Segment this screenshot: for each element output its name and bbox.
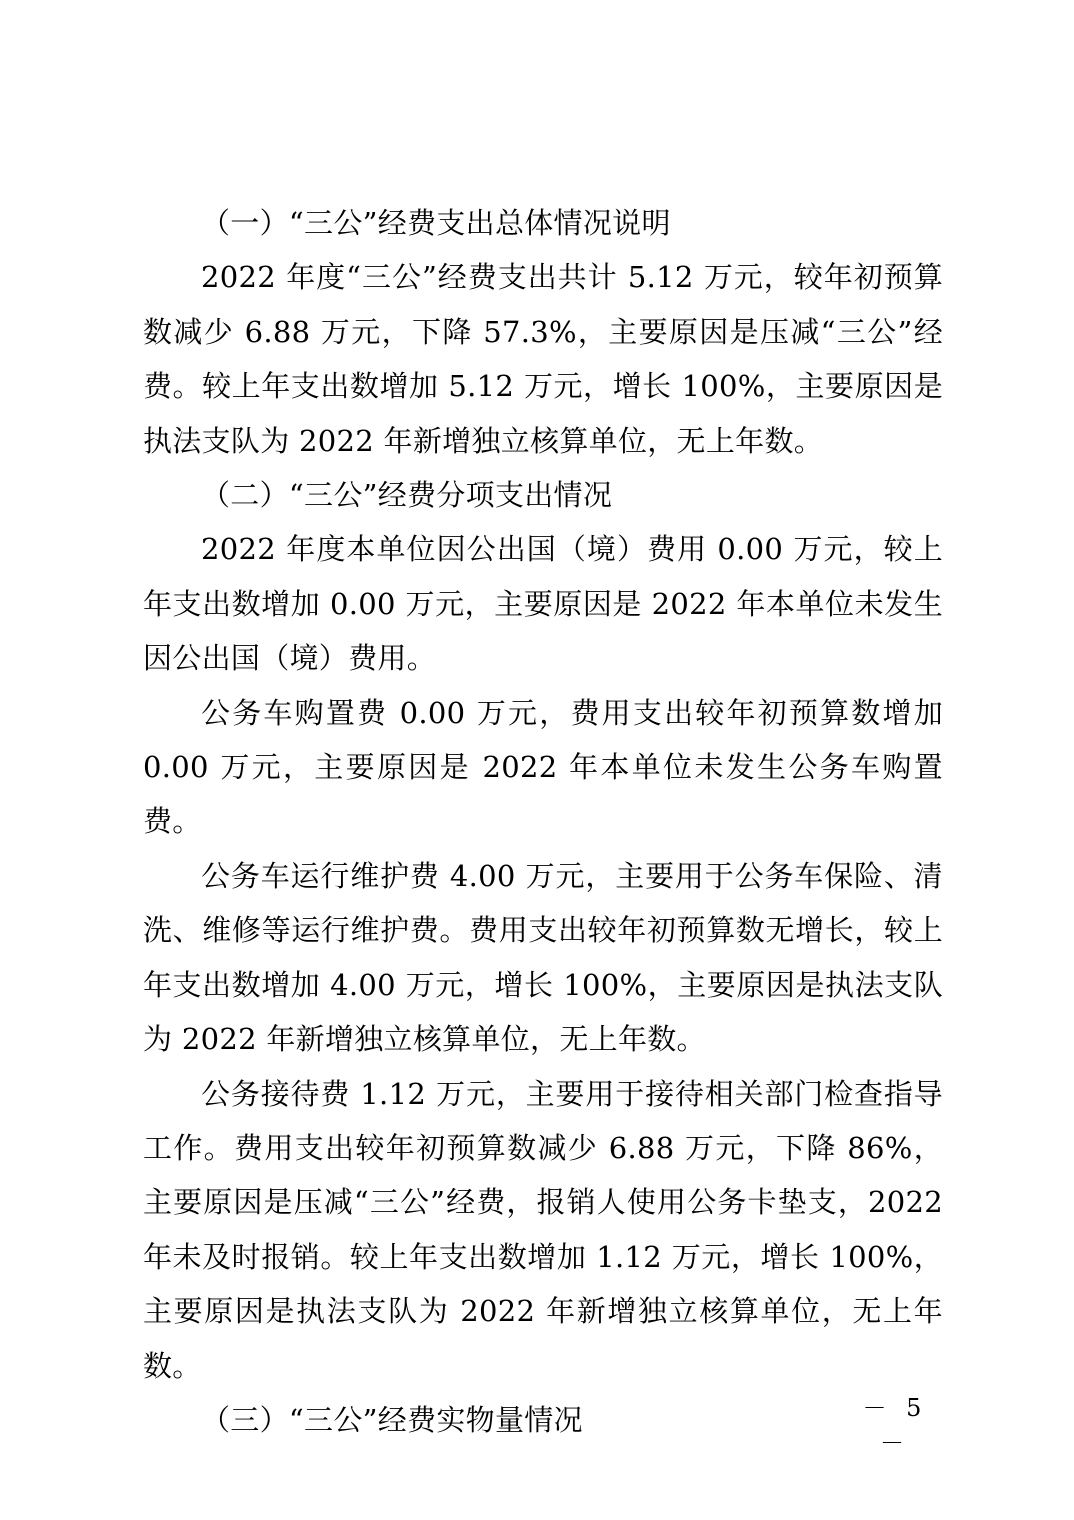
section-heading-2: （二）“三公”经费分项支出情况 bbox=[201, 478, 613, 513]
paragraph-overseas-travel: 2022 年度本单位因公出国（境）费用 0.00 万元，较上年支出数增加 0.00 万元，主要原因是 2022 年本单位未发生因公出国（境）费用。 bbox=[143, 532, 943, 676]
document-body bbox=[143, 196, 943, 1447]
page-number: － 5 － bbox=[862, 1394, 928, 1457]
paragraph-overall-expenditure: 2022 年度“三公”经费支出共计 5.12 万元，较年初预算数减少 6.88 万元，下降 57.3%，主要原因是压减“三公”经费。较上年支出数增加 5.12 万元，增长 100%，主要原因是执法支队为 2022 年新增独立核算单位，无上年数。 bbox=[143, 260, 943, 458]
paragraph-official-reception: 公务接待费 1.12 万元，主要用于接待相关部门检查指导工作。费用支出较年初预算数减少 6.88 万元，下降 86%，主要原因是压减“三公”经费，报销人使用公务卡垫支，2022 年未及时报销。较上年支出数增加 1.12 万元，增长 100%，主要原因是执法支队为 2022 年新增独立核算单位，无上年数。 bbox=[143, 1076, 943, 1383]
paragraph-vehicle-purchase: 公务车购置费 0.00 万元，费用支出较年初预算数增加 0.00 万元，主要原因是 2022 年本单位未发生公务车购置费。 bbox=[143, 695, 943, 839]
section-heading-1: （一）“三公”经费支出总体情况说明 bbox=[201, 206, 671, 240]
paragraph-vehicle-maintenance: 公务车运行维护费 4.00 万元，主要用于公务车保险、清洗、维修等运行维护费。费用支出较年初预算数无增长，较上年支出数增加 4.00 万元，增长 100%，主要原因是执法支队为 2022 年新增独立核算单位，无上年数。 bbox=[143, 858, 943, 1057]
section-heading-3: （三）“三公”经费实物量情况 bbox=[201, 1402, 583, 1437]
